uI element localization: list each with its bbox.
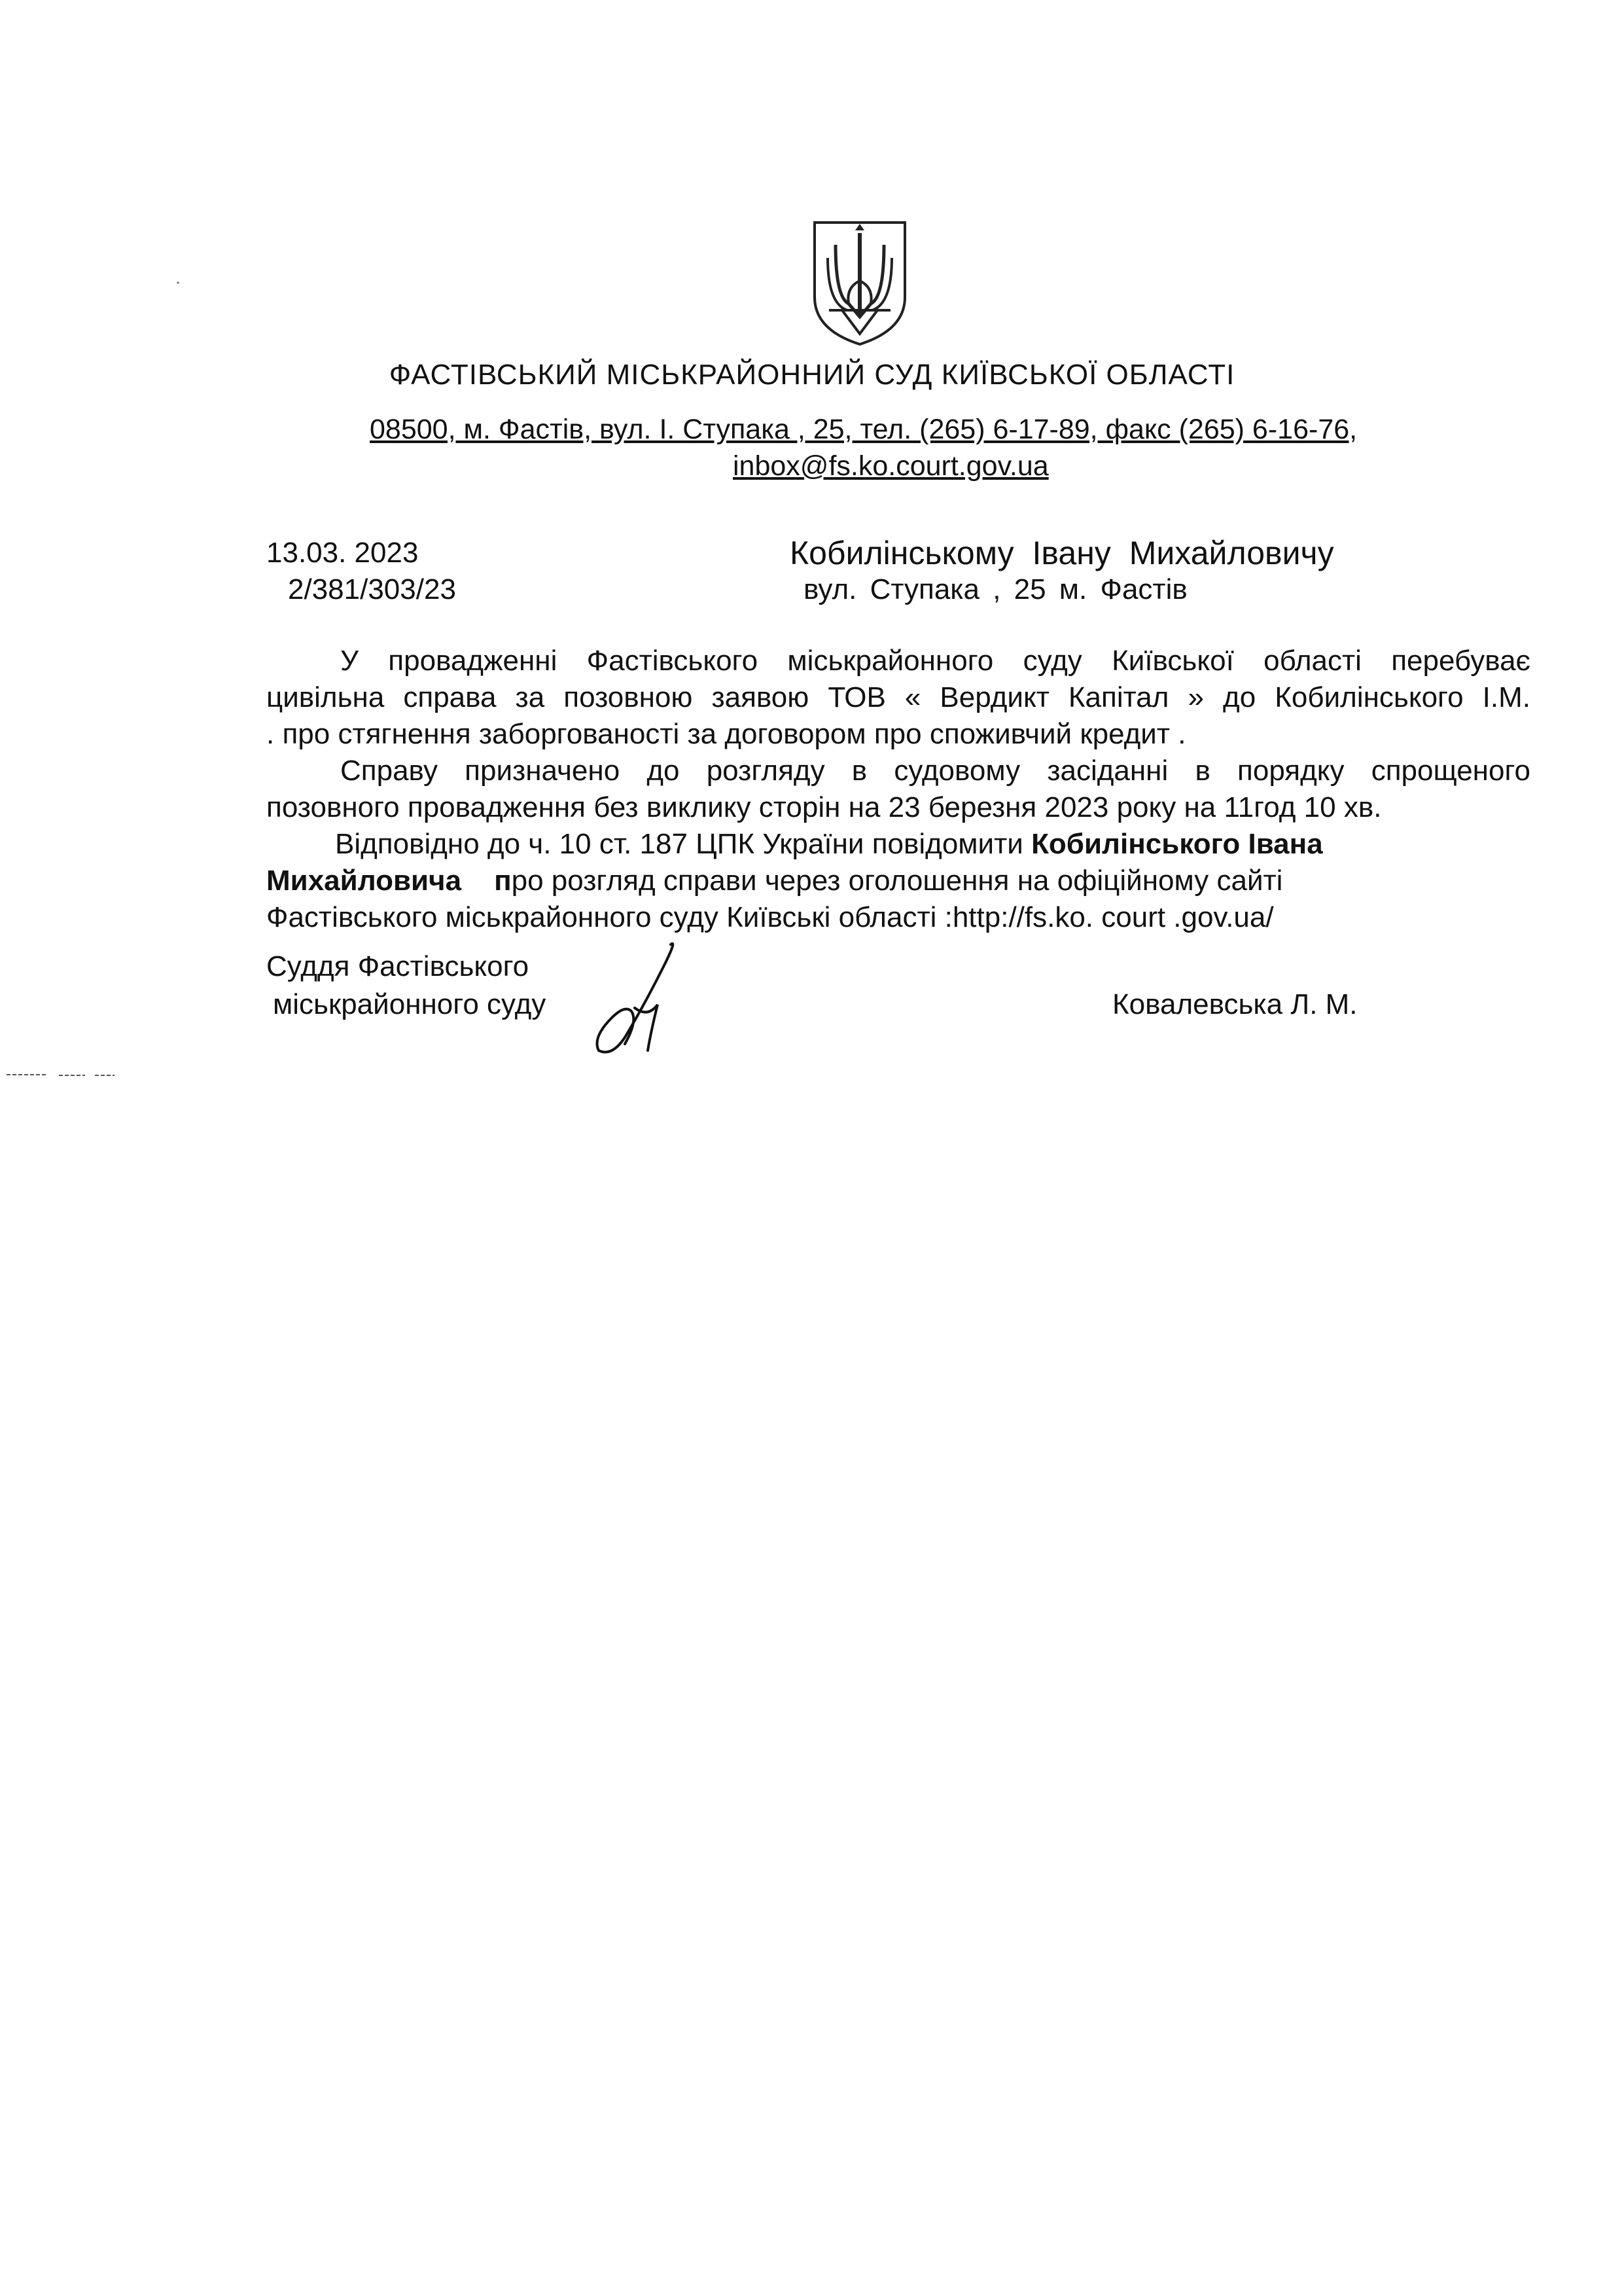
scan-speck [177, 281, 179, 284]
court-name-heading: ФАСТІВСЬКИЙ МІСЬКРАЙОННИЙ СУД КИЇВСЬКОЇ ОБЛАСТІ [389, 359, 1235, 391]
recipient-name: Кобилінському Івану Михайловичу [790, 535, 1334, 571]
body-paragraph-3-line-3: Фастівського міськрайонного суду Київські області :http://fs.ko. court .gov.ua/ [266, 901, 1274, 933]
judge-title-line-1: Суддя Фастівського [266, 950, 529, 982]
judge-name: Ковалевська Л. М. [1112, 988, 1358, 1020]
trident-coat-of-arms-icon [809, 219, 910, 347]
recipient-address: вул. Ступака , 25 м. Фастів [803, 573, 1188, 605]
body-paragraph-2-line-1: Справу призначено до розгляду в судовому засіданні в порядку спрощеного [340, 755, 1530, 787]
handwritten-signature [586, 939, 690, 1057]
body-paragraph-1-line-3: . про стягнення заборгованості за договором про споживчий кредит . [266, 718, 1186, 750]
body-paragraph-3-line-1 [335, 828, 1323, 861]
letter-date: 13.03. 2023 [266, 537, 419, 569]
court-address: 08500, м. Фастів, вул. І. Ступака , 25, тел. (265) 6-17-89, факс (265) 6-16-76, [370, 414, 1358, 445]
scan-artefact [7, 1071, 118, 1078]
defendant-patronymic-bold: Михайловича [266, 865, 462, 897]
bold-letter: п [494, 865, 512, 897]
body-paragraph-2-line-2: позовного провадження без виклику сторін на 23 березня 2023 року на 11год 10 хв. [266, 791, 1382, 823]
defendant-name-bold: Кобилінського Івана [1031, 828, 1323, 860]
body-paragraph-3-line-2 [266, 865, 1282, 897]
judge-title-line-2: міськрайонного суду [273, 988, 546, 1020]
body-paragraph-1-line-1: У провадженні Фастівського міськрайонного суду Київської області перебуває [340, 645, 1530, 677]
notice-text-continued: ро розгляд справи через оголошення на офіційному сайті [511, 865, 1283, 897]
court-email: inbox@fs.ko.court.gov.ua [733, 450, 1049, 482]
case-reference-number: 2/381/303/23 [288, 573, 456, 605]
notice-text: Відповідно до ч. 10 ст. 187 ЦПК України повідомити [335, 828, 1032, 860]
body-paragraph-1-line-2: цивільна справа за позовною заявою ТОВ « Вердикт Капітал » до Кобилінського І.М. [266, 681, 1530, 713]
